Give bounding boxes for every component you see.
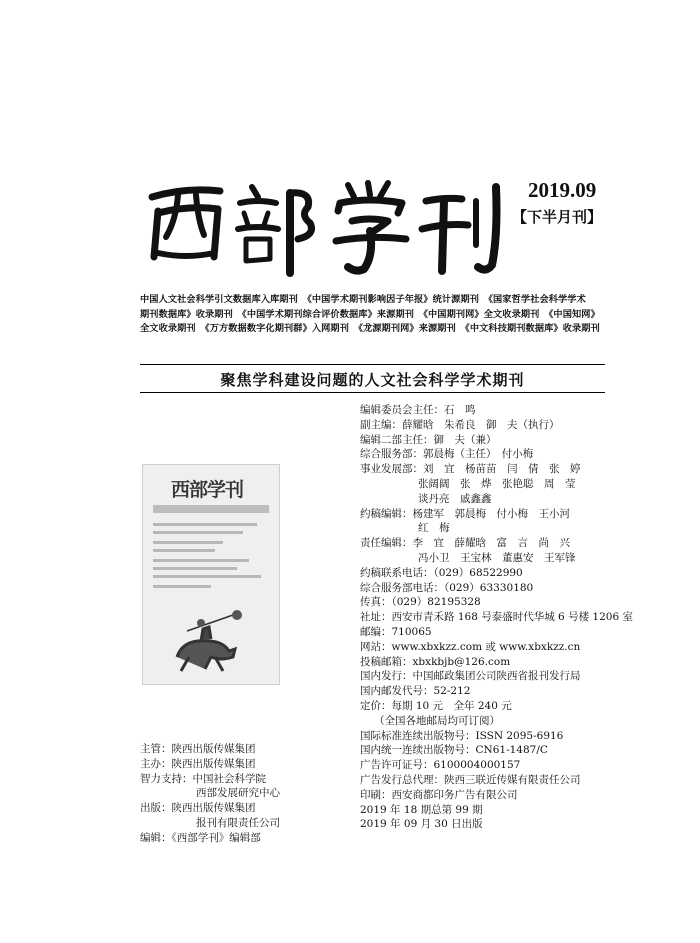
masthead-row: 责任编辑：李 宜 薛耀晗 富 言 尚 兴 bbox=[360, 537, 570, 550]
cover-strip bbox=[153, 505, 269, 513]
horse-rider-illustration bbox=[163, 605, 259, 679]
publisher-info-row: 西部发展研究中心 bbox=[196, 787, 280, 800]
masthead-row: 2019 年 09 月 30 日出版 bbox=[360, 818, 483, 831]
cover-title: 西部学刊 bbox=[171, 479, 244, 501]
cover-text-line bbox=[153, 567, 237, 570]
indexing-line: 全文收录期刊 《万方数据数字化期刊群》入网期刊 《龙源期刊网》来源期刊 《中文科技期刊数据库》收录期刊 bbox=[140, 323, 600, 335]
publisher-info-row: 主管：陕西出版传媒集团 bbox=[140, 743, 256, 755]
masthead-row: 网站：www.xbxkzz.com 或 www.xbxkzz.cn bbox=[360, 640, 581, 653]
cover-text-line bbox=[153, 575, 261, 578]
masthead-row: 综合服务部电话：（029）63330180 bbox=[360, 581, 534, 594]
cover-text-line bbox=[153, 585, 211, 588]
cover-text-line bbox=[153, 523, 257, 526]
masthead-row: 编辑二部主任：御 夫（兼） bbox=[360, 433, 497, 446]
divider-top bbox=[140, 364, 605, 365]
masthead-row: 国内邮发代号：52-212 bbox=[360, 685, 471, 698]
publisher-info-row: 编辑：《西部学刊》编辑部 bbox=[140, 831, 261, 844]
brand-logo bbox=[140, 165, 510, 280]
publisher-info bbox=[140, 742, 280, 846]
masthead-row: 编辑委员会主任：石 鸣 bbox=[360, 404, 476, 416]
cover-text-line bbox=[153, 549, 215, 552]
masthead-row: 国际标准连续出版物号：ISSN 2095-6916 bbox=[360, 729, 564, 742]
masthead-row: 投稿邮箱：xbxkbjb@126.com bbox=[360, 655, 511, 668]
divider-bottom bbox=[140, 392, 605, 393]
publisher-info-row: 出版：陕西出版传媒集团 bbox=[140, 802, 256, 815]
publisher-info-row: 报刊有限责任公司 bbox=[196, 816, 280, 829]
issue-frequency: 【下半月刊】 bbox=[512, 208, 603, 226]
cover-text-line bbox=[153, 541, 223, 544]
masthead-row: 张阔阔 张 烨 张艳聪 周 莹 bbox=[418, 477, 576, 490]
masthead-row: 综合服务部：郭晨梅（主任） 付小梅 bbox=[360, 448, 534, 461]
masthead-row: 邮编：710065 bbox=[360, 625, 432, 638]
issue-date: 2019.09 bbox=[528, 178, 597, 202]
masthead-row: 约稿联系电话：（029）68522990 bbox=[360, 566, 523, 579]
masthead-row: 副主编：薛耀晗 朱希良 御 夫（执行） bbox=[360, 418, 560, 431]
masthead-row: 定价：每期 10 元 全年 240 元 bbox=[360, 699, 512, 712]
journal-slogan: 聚焦学科建设问题的人文社会科学学术期刊 bbox=[220, 371, 525, 389]
masthead-row: 2019 年 18 期总第 99 期 bbox=[360, 803, 483, 816]
masthead-row: 国内统一连续出版物号：CN61-1487/C bbox=[360, 744, 548, 757]
masthead-details bbox=[360, 403, 633, 832]
masthead-row: 社址：西安市青禾路 168 号泰盛时代华城 6 号楼 1206 室 bbox=[360, 611, 633, 624]
indexing-line: 期刊数据库》收录期刊 《中国学术期刊综合评价数据库》来源期刊 《中国期刊网》全文收录期刊 《中国知网》 bbox=[140, 308, 600, 320]
indexing-line: 中国人文社会科学引文数据库入库期刊 《中国学术期刊影响因子年报》统计源期刊 《国家哲学社会科学学术 bbox=[140, 294, 586, 305]
masthead-row: 冯小卫 王宝林 董惠安 王军锋 bbox=[418, 551, 576, 564]
masthead-row: 广告发行总代理：陕西三联近传媒有限责任公司 bbox=[360, 773, 581, 786]
cover-text-line bbox=[153, 531, 243, 534]
cover-text-line bbox=[153, 559, 249, 562]
masthead-row: 广告许可证号：6100004000157 bbox=[360, 759, 521, 772]
masthead-row: 红 梅 bbox=[418, 522, 450, 535]
masthead-row: 谈丹亮 戚鑫鑫 bbox=[418, 492, 492, 505]
publisher-info-row: 主办：陕西出版传媒集团 bbox=[140, 757, 256, 770]
masthead-row: 约稿编辑：杨建军 郭晨梅 付小梅 王小河 bbox=[360, 507, 570, 520]
publisher-info-row: 智力支持：中国社会科学院 bbox=[140, 772, 266, 785]
cover-thumbnail bbox=[142, 464, 280, 685]
masthead-row: 传真：（029）82195328 bbox=[360, 596, 481, 609]
masthead-row: 事业发展部：刘 宜 杨苗苗 闫 倩 张 婷 bbox=[360, 463, 581, 476]
masthead-row: （全国各地邮局均可订阅） bbox=[374, 714, 500, 727]
masthead-row: 印刷：西安商都印务广告有限公司 bbox=[360, 788, 518, 801]
masthead-row: 国内发行：中国邮政集团公司陕西省报刊发行局 bbox=[360, 670, 581, 683]
indexing-statement bbox=[140, 293, 608, 337]
